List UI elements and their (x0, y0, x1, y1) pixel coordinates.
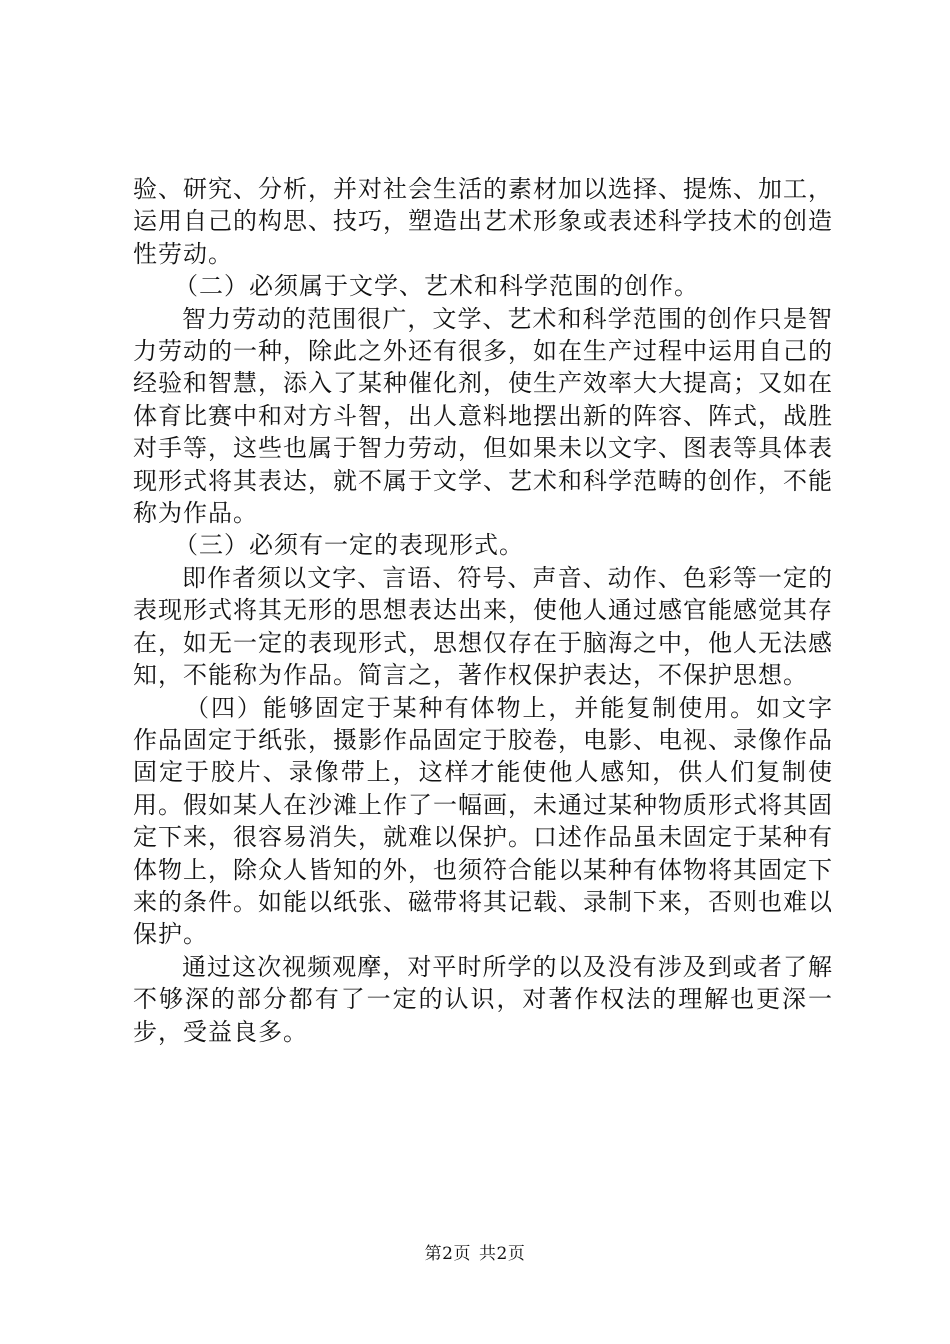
document-body (133, 173, 833, 1048)
page-footer (0, 1243, 950, 1265)
closing-paragraph: 通过这次视频观摩，对平时所学的以及没有涉及到或者了解不够深的部分都有了一定的认识，对著作权法的理解也更深一步，受益良多。 (133, 952, 833, 1046)
paragraph-5: 即作者须以文字、言语、符号、声音、动作、色彩等一定的表现形式将其无形的思想表达出来，使他人通过感官能感觉其存在，如无一定的表现形式，思想仅存在于脑海之中，他人无法感知，不能称为作品。简言之，著作权保护表达，不保护思想。 (133, 563, 833, 690)
section-heading-2: （二）必须属于文学、艺术和科学范围的创作。 (174, 272, 699, 301)
section-heading-4-paragraph: （四）能够固定于某种有体物上，并能复制使用。如文字作品固定于纸张，摄影作品固定于胶卷，电影、电视、录像作品固定于胶片、录像带上，这样才能使他人感知，供人们复制使用。假如某人在沙滩上作了一幅画，未通过某种物质形式将其固定下来，很容易消失，就难以保护。口述作品虽未固定于某种有体物上，除众人皆知的外，也须符合能以某种有体物将其固定下来的条件。如能以纸张、磁带将其记载、录制下来，否则也难以保护。 (133, 693, 833, 949)
page-number: 第2页 (424, 1244, 471, 1264)
page-total: 共2页 (479, 1244, 526, 1264)
paragraph-3: 智力劳动的范围很广，文学、艺术和科学范围的创作只是智力劳动的一种，除此之外还有很多，如在生产过程中运用自己的经验和智慧，添入了某种催化剂，使生产效率大大提高；又如在体育比赛中和对方斗智，出人意料地摆出新的阵容、阵式，战胜对手等，这些也属于智力劳动，但如果未以文字、图表等具体表现形式将其表达，就不属于文学、艺术和科学范畴的创作，不能称为作品。 (133, 304, 833, 528)
section-heading-3: （三）必须有一定的表现形式。 (174, 531, 524, 560)
paragraph-1: 验、研究、分析，并对社会生活的素材加以选择、提炼、加工，运用自己的构思、技巧，塑造出艺术形象或表述科学技术的创造性劳动。 (133, 175, 833, 268)
